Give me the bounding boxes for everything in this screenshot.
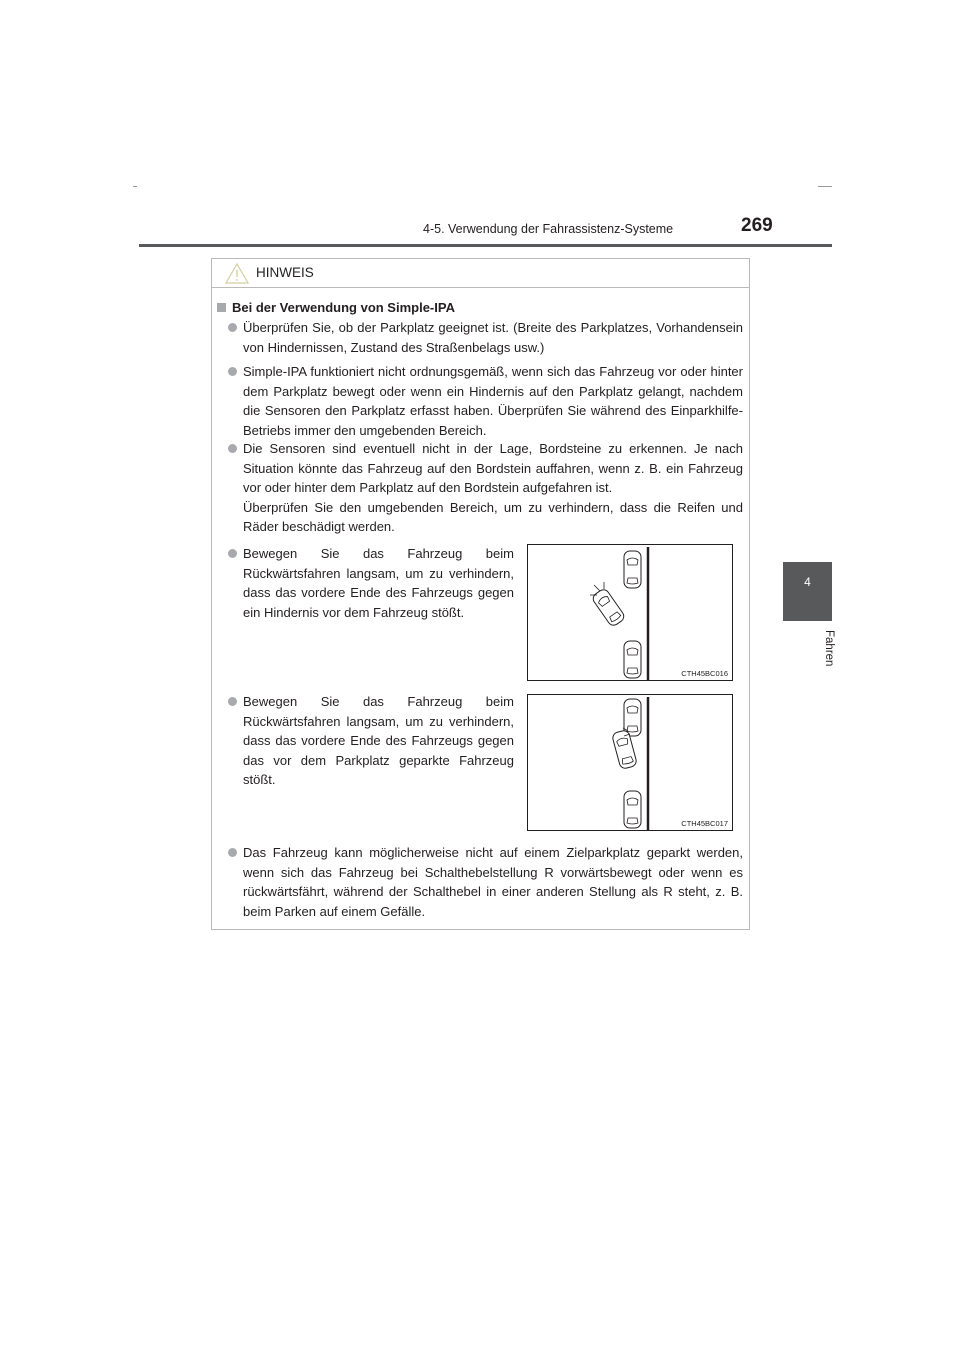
chapter-tab [783, 562, 832, 621]
parking-illustration [528, 545, 734, 682]
car-icon [624, 791, 641, 828]
parking-illustration [528, 695, 734, 832]
bullet-icon [228, 848, 237, 857]
figure-obstacle [527, 544, 733, 681]
bullet-icon [228, 697, 237, 706]
figure-code: CTH45BC016 [681, 669, 728, 678]
warning-triangle-icon [225, 263, 249, 284]
list-item: Das Fahrzeug kann möglicherweise nicht auf einem Zielparkplatz geparkt werden, wenn sich das Fahrzeug bei Schalthebelstellung R vorwärtsbewegt oder wenn es rückwärtsfährt, während der Schalthebel in einer anderen Stellung als R steht, z. B. beim Parken auf einem Gefälle. [243, 843, 743, 921]
header-rule [139, 244, 832, 247]
bullet-icon [228, 323, 237, 332]
running-header-section: 4-5. Verwendung der Fahrassistenz-Systeme [423, 222, 674, 236]
car-icon [591, 587, 626, 627]
crop-mark-right [818, 186, 832, 187]
crop-mark-left [133, 186, 137, 187]
bullet-icon [228, 367, 237, 376]
bullet-icon [228, 444, 237, 453]
section-heading: Bei der Verwendung von Simple-IPA [217, 300, 455, 315]
notice-header [212, 259, 749, 288]
chapter-label: Fahren [823, 630, 835, 667]
car-icon [624, 641, 641, 678]
page-number: 269 [741, 215, 773, 236]
figure-parked-vehicle [527, 694, 733, 831]
bullet-icon [228, 549, 237, 558]
list-item: Bewegen Sie das Fahrzeug beim Rückwärtsfahren langsam, um zu verhindern, dass das vordere Ende des Fahrzeugs gegen ein Hindernis vor dem Fahrzeug stößt. [243, 544, 514, 622]
list-item: Simple-IPA funktioniert nicht ordnungsgemäß, wenn sich das Fahrzeug vor oder hinter dem Parkplatz bewegt oder wenn ein Hindernis auf den Parkplatz gelangt, nachdem die Sensoren den Parkplatz erfasst haben. Überprüfen Sie während des Einparkhilfe-Betriebs immer den umgebenden Bereich. [243, 362, 743, 440]
car-icon [624, 551, 641, 588]
list-item: Die Sensoren sind eventuell nicht in der Lage, Bordsteine zu erkennen. Je nach Situation könnte das Fahrzeug auf den Bordstein auffahren, wenn z. B. ein Fahrzeug vor oder hinter dem Parkplatz auf den Bordstein aufgefahren ist. Überprüfen Sie den umgebenden Bereich, um zu verhindern, dass die Reifen und Räder beschädigt werden. [243, 439, 743, 537]
square-bullet-icon [217, 303, 226, 312]
figure-code: CTH45BC017 [681, 819, 728, 828]
list-item: Überprüfen Sie, ob der Parkplatz geeignet ist. (Breite des Parkplatzes, Vorhandensein von Hindernissen, Zustand des Straßenbelags usw.) [243, 318, 743, 357]
list-item: Bewegen Sie das Fahrzeug beim Rückwärtsfahren langsam, um zu verhindern, dass das vordere Ende des Fahrzeugs gegen das vor dem Parkplatz geparkte Fahrzeug stößt. [243, 692, 514, 790]
notice-title: HINWEIS [256, 265, 314, 280]
chapter-number: 4 [804, 575, 811, 589]
